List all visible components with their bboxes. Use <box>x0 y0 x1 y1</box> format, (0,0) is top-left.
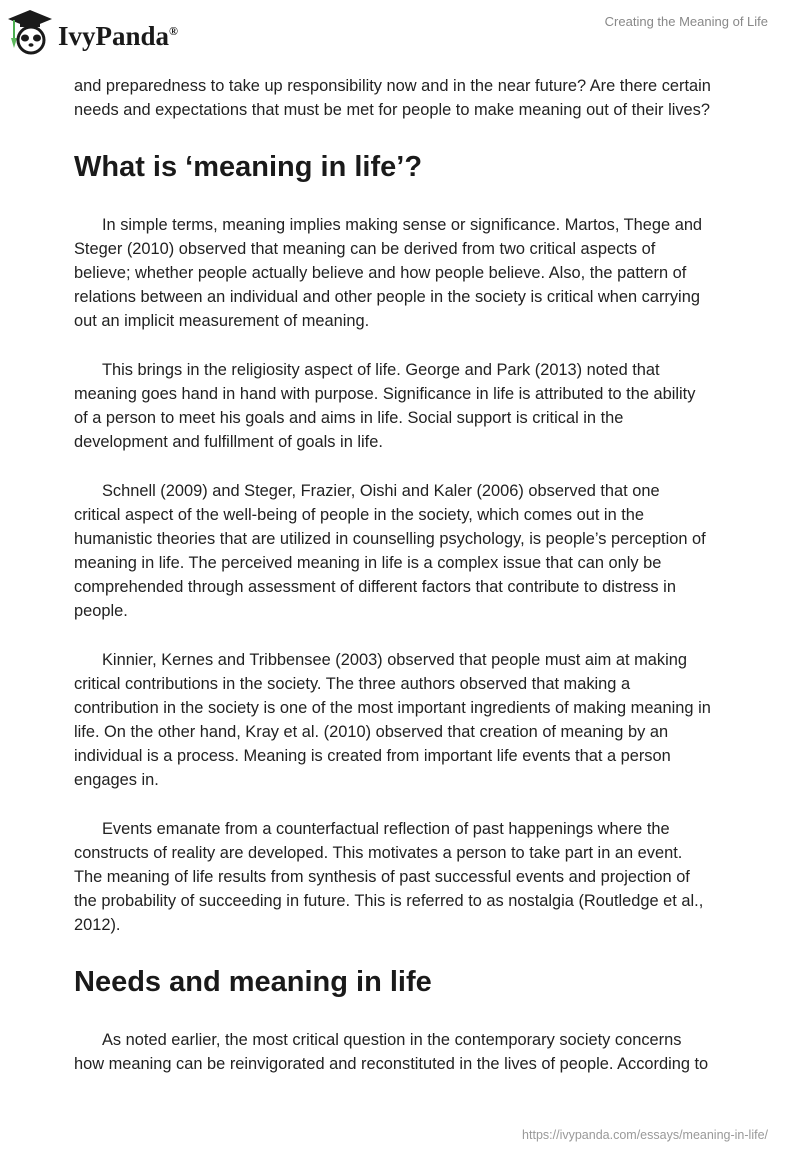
paragraph <box>74 817 734 937</box>
paragraph <box>74 213 734 333</box>
paragraph <box>74 74 734 122</box>
paragraph <box>74 648 734 792</box>
paragraph-line: meaning goes hand in hand with purpose. Significance in life is attributed to the ability <box>74 385 696 403</box>
logo-text: IvyPanda® <box>58 20 179 51</box>
section-heading: Needs and meaning in life <box>74 966 432 998</box>
paragraph-line: development and fulfillment of goals in life. <box>74 433 383 451</box>
paragraph-line: Events emanate from a counterfactual reflection of past happenings where the <box>102 820 670 838</box>
paragraph-line: individual is a process. Meaning is created from important life events that a person <box>74 747 671 765</box>
paragraph-line: Steger (2010) observed that meaning can be derived from two critical aspects of <box>74 240 656 258</box>
paragraph-line: engages in. <box>74 771 159 789</box>
paragraph-line: contribution in the society is one of the most important ingredients of making meaning in <box>74 699 711 717</box>
paragraph-line: comprehended through assessment of different factors that contribute to distress in <box>74 578 676 596</box>
paragraph-line: This brings in the religiosity aspect of life. George and Park (2013) noted that <box>102 361 660 379</box>
paragraph-line: of a person to meet his goals and aims in life. Social support is critical in the <box>74 409 624 427</box>
paragraph-line: critical contributions in the society. The three authors observed that making a <box>74 675 631 693</box>
paragraph-line: life. On the other hand, Kray et al. (2010) observed that creation of meaning by an <box>74 723 669 741</box>
paragraph-line: Kinnier, Kernes and Tribbensee (2003) observed that people must aim at making <box>102 651 687 669</box>
paragraph-line: meaning in life. The perceived meaning in life is a complex issue that can only be <box>74 554 662 572</box>
paragraph-line: people. <box>74 602 128 620</box>
document-title: Creating the Meaning of Life <box>604 14 768 29</box>
paragraph <box>74 479 734 623</box>
paragraph-line: critical aspect of the well-being of people in the society, which comes out in the <box>74 506 645 524</box>
paragraph-line: 2012). <box>74 916 121 934</box>
essay-body <box>74 74 734 1101</box>
paragraph-line: the probability of succeeding in future. This is referred to as nostalgia (Routledge et al., <box>74 892 704 910</box>
paragraph-line: how meaning can be reinvigorated and reconstituted in the lives of people. According to <box>74 1055 709 1073</box>
paragraph-line: humanistic theories that are utilized in counselling psychology, is people’s perception of <box>74 530 706 548</box>
paragraph-line: As noted earlier, the most critical question in the contemporary society concerns <box>102 1031 682 1049</box>
paragraph-line: constructs of reality are developed. This motivates a person to take part in an event. <box>74 844 683 862</box>
ivypanda-logo[interactable] <box>6 8 178 56</box>
paragraph <box>74 358 734 454</box>
paragraph-line: believe; whether people actually believe and how people believe. Also, the pattern of <box>74 264 687 282</box>
paragraph-line: and preparedness to take up responsibility now and in the near future? Are there certain <box>74 77 711 95</box>
paragraph-line: Schnell (2009) and Steger, Frazier, Oishi and Kaler (2006) observed that one <box>102 482 660 500</box>
section-heading: What is ‘meaning in life’? <box>74 151 423 183</box>
paragraph-line: out an implicit measurement of meaning. <box>74 312 370 330</box>
paragraph-line: needs and expectations that must be met for people to make meaning out of their lives? <box>74 101 710 119</box>
paragraph-line: relations between an individual and other people in the society is critical when carrying <box>74 288 700 306</box>
paragraph-line: The meaning of life results from synthesis of past successful events and projection of <box>74 868 690 886</box>
paragraph <box>74 1028 734 1076</box>
paragraph-line: In simple terms, meaning implies making sense or significance. Martos, Thege and <box>102 216 703 234</box>
source-url[interactable]: https://ivypanda.com/essays/meaning-in-life/ <box>522 1128 768 1142</box>
panda-graduate-icon <box>6 8 54 56</box>
